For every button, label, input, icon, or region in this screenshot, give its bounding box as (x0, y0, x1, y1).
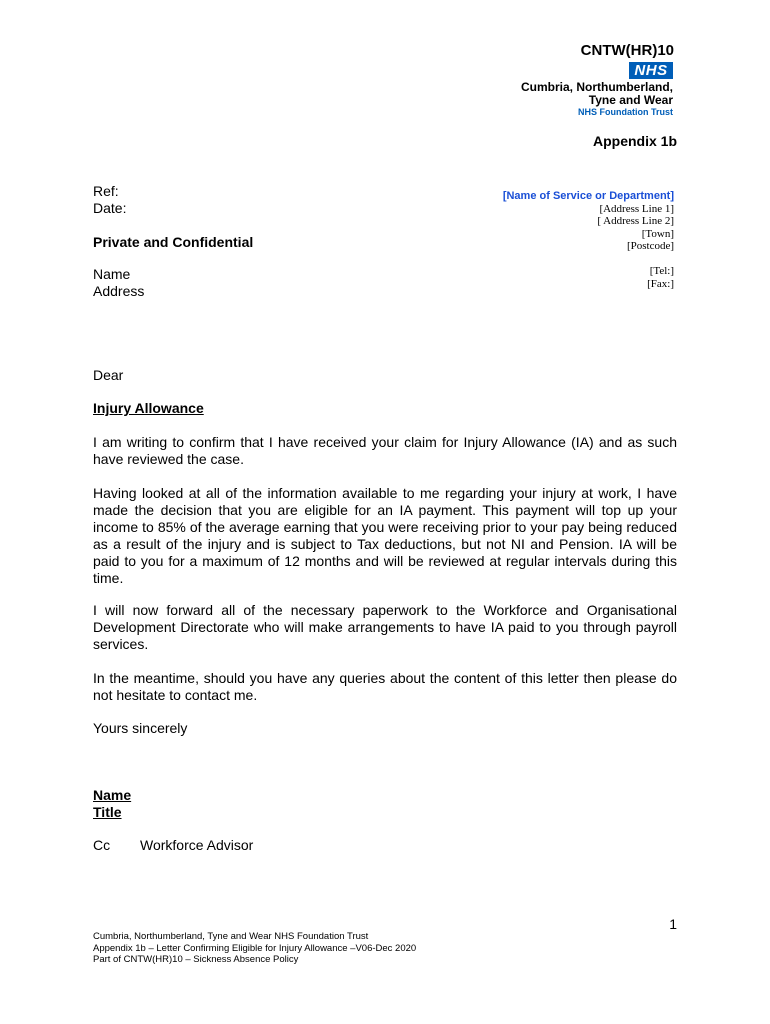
fax-line: [Fax:] (647, 278, 674, 290)
recipient-address: Address (93, 283, 145, 299)
contact-block (647, 265, 674, 291)
date-label: Date: (93, 200, 127, 216)
footer-line-2: Appendix 1b – Letter Confirming Eligible for Injury Allowance –V06-Dec 2020 (93, 942, 417, 954)
salutation: Dear (93, 367, 124, 383)
sender-address-block (503, 190, 674, 253)
letter-subject: Injury Allowance (93, 400, 204, 416)
footer-line-1: Cumbria, Northumberland, Tyne and Wear NHS Foundation Trust (93, 931, 369, 942)
trust-name-line3: NHS Foundation Trust (578, 107, 673, 117)
cc-label: Cc (93, 837, 111, 853)
trust-name-line1: Cumbria, Northumberland, (520, 80, 673, 94)
paragraph-1: I am writing to confirm that I have received your claim for Injury Allowance (IA) and as such have reviewed the case. (93, 434, 677, 467)
address-line-1: [Address Line 1] (599, 202, 674, 215)
paragraph-3: I will now forward all of the necessary paperwork to the Workforce and Organisational Development Directorate who will make arrangements to have IA paid to you through payroll services. (93, 602, 677, 652)
recipient-block (93, 266, 144, 300)
paragraph-4: In the meantime, should you have any queries about the content of this letter then please do not hesitate to contact me. (93, 670, 677, 703)
signature-name: Name (93, 787, 132, 803)
trust-name-line2: Tyne and Wear (588, 93, 673, 107)
ref-label: Ref: (93, 183, 119, 199)
signature-title: Title (93, 804, 122, 820)
appendix-label: Appendix 1b (592, 133, 677, 149)
footer-line-3: Part of CNTW(HR)10 – Sickness Absence Policy (93, 954, 299, 965)
cc-value: Workforce Advisor (140, 837, 254, 853)
closing: Yours sincerely (93, 720, 188, 736)
page-number: 1 (669, 916, 677, 932)
cc-row (93, 837, 253, 853)
address-postcode: [Postcode] (626, 240, 674, 252)
private-confidential: Private and Confidential (93, 234, 254, 250)
ref-date-block (93, 183, 126, 217)
trust-name (521, 81, 673, 118)
recipient-name: Name (93, 266, 131, 282)
address-line-2: [ Address Line 2] (597, 215, 674, 227)
address-town: [Town] (641, 227, 674, 240)
footer (93, 931, 416, 966)
paragraph-2: Having looked at all of the information available to me regarding your injury at work, I have made the decision that you are eligible for an IA payment. This payment will top up your income to 85% of the average earning that you were receiving prior to your pay being reduced as a result of the injury and is subject to Tax deductions, but not NI and Pension. IA will be paid to you for a maximum of 12 months and will be reviewed at regular intervals during this time. (93, 485, 677, 586)
tel-line: [Tel:] (649, 265, 674, 277)
service-name: [Name of Service or Department] (502, 190, 674, 202)
document-code: CNTW(HR)10 (580, 42, 674, 59)
nhs-logo: NHS (629, 62, 673, 79)
